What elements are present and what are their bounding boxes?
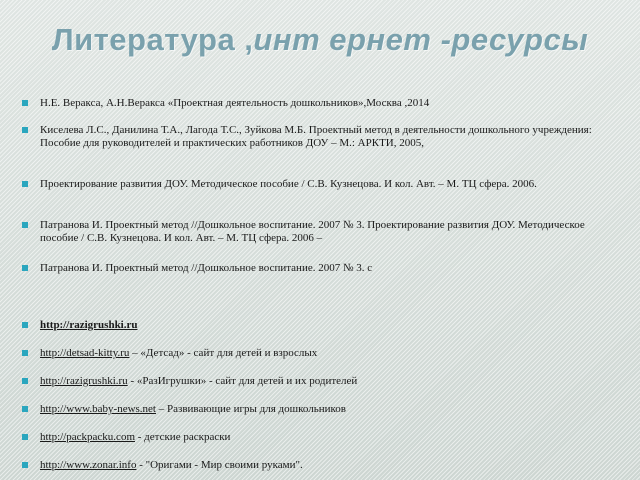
bullet-icon [22,406,28,412]
bullet-icon [22,100,28,106]
link-description: - «РазИгрушки» - сайт для детей и их родителей [127,375,358,387]
bullet-icon [22,350,28,356]
link-description: – Развивающие игры для дошкольников [156,403,346,415]
bullet-icon [22,222,28,228]
link-item [40,403,605,416]
link-description: - "Оригами - Мир своими руками". [136,459,303,471]
book-reference: Патранова И. Проектный метод //Дошкольное воспитание. 2007 № 3. Проектирование развития ДОУ. Методическое пособие / С.В. Кузнецова. И кол. Авт. – М. ТЦ сфера. 2006 – [40,219,585,244]
link-description: – «Детсад» - сайт для детей и взрослых [129,347,318,359]
list-item [40,124,605,150]
slide-title [0,22,640,58]
book-reference: Н.Е. Веракса, А.Н.Веракса «Проектная деятельность дошкольников»,Москва ,2014 [40,97,430,109]
link-item [40,319,605,332]
link-baby-news[interactable]: http://www.baby-news.net [40,403,156,415]
bullet-icon [22,265,28,271]
bullet-icon [22,462,28,468]
bullet-icon [22,127,28,133]
link-razigrushki[interactable] [40,319,138,331]
book-reference: Киселева Л.С., Данилина Т.А., Лагода Т.С., Зуйкова М.Б. Проектный метод в деятельности дошкольного учреждения: Пособие для руководителей и практических работников ДОУ – М.: АРКТИ, 2005, [40,124,592,149]
link-packpacku[interactable]: http://packpacku.com [40,431,135,443]
list-item [40,262,605,275]
link-zonar[interactable]: http://www.zonar.info [40,459,137,471]
list-item [40,219,605,245]
link-detsad-kitty[interactable]: http://detsad-kitty.ru [40,347,130,359]
list-item [40,178,605,191]
bullet-icon [22,378,28,384]
link-item [40,459,605,472]
link-domain: razigrushki.ru [69,319,138,331]
link-prefix: http:// [40,319,70,331]
bullet-icon [22,434,28,440]
link-description: - детские раскраски [135,431,231,443]
link-item [40,347,605,360]
title-text-italic: инт ернет -ресурсы [253,22,589,57]
bullet-icon [22,181,28,187]
bullet-icon [22,322,28,328]
list-item [40,97,605,110]
link-razigrushki-2[interactable]: http://razigrushki.ru [40,375,128,387]
title-text: Литература , [51,22,254,57]
link-item [40,431,605,444]
link-item [40,375,605,388]
book-reference: Проектирование развития ДОУ. Методическое пособие / С.В. Кузнецова. И кол. Авт. – М. ТЦ сфера. 2006. [40,178,537,190]
book-reference: Патранова И. Проектный метод //Дошкольное воспитание. 2007 № 3. с [40,262,373,274]
